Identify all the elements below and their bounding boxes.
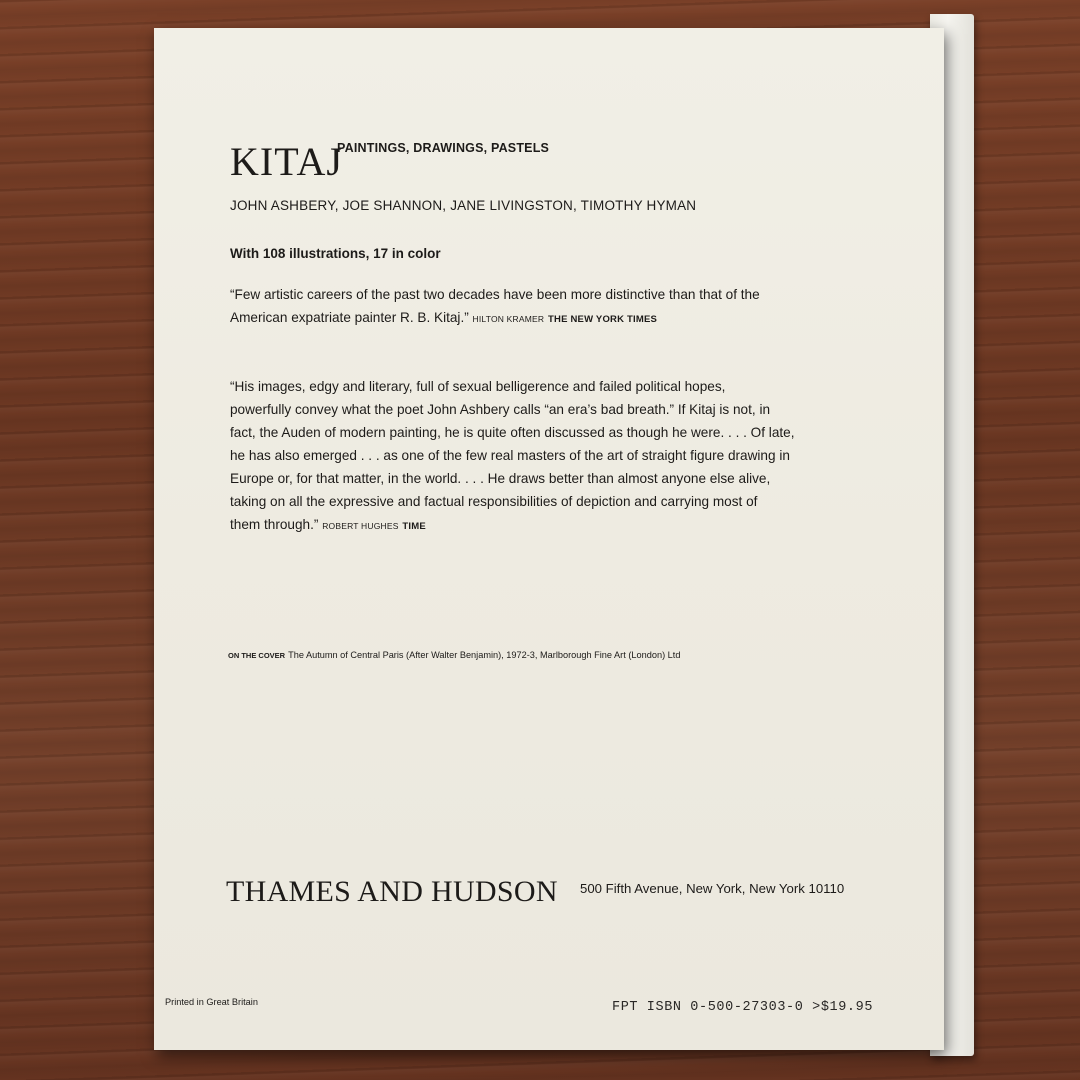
quote-line: fact, the Auden of modern painting, he is quite often discussed as though he were. . . . Of late, [230, 425, 795, 440]
quote-line: taking on all the expressive and factual responsibilities of depiction and carrying most of [230, 494, 758, 509]
on-the-cover-label: ON THE COVER [228, 651, 286, 660]
quote-line: “His images, edgy and literary, full of sexual belligerence and failed political hopes, [230, 379, 726, 394]
quote-attribution-publication: TIME [402, 521, 426, 532]
quote-line: powerfully convey what the poet John Ashbery calls “an era’s bad breath.” If Kitaj is not, in [230, 402, 771, 417]
quote-attribution-name: HILTON KRAMER [472, 314, 545, 324]
quote-line: Europe or, for that matter, in the world. . . . He draws better than almost anyone else alive, [230, 471, 771, 486]
quote-line [230, 513, 820, 538]
quote-line-text: them through.” [230, 517, 319, 532]
book-back-cover [154, 28, 944, 1050]
illustrations-note: With 108 illustrations, 17 in color [230, 246, 441, 261]
authors-line: JOHN ASHBERY, JOE SHANNON, JANE LIVINGSTON, TIMOTHY HYMAN [230, 198, 697, 213]
quote-line-text: American expatriate painter R. B. Kitaj.” [230, 310, 469, 325]
publisher-name: THAMES AND HUDSON [226, 875, 558, 908]
quote-attribution-name: ROBERT HUGHES [322, 521, 399, 531]
review-quote-kramer [230, 283, 820, 331]
quote-attribution-publication: THE NEW YORK TIMES [548, 314, 658, 325]
printed-in-note: Printed in Great Britain [165, 997, 258, 1007]
book-subtitle: PAINTINGS, DRAWINGS, PASTELS [337, 141, 550, 155]
quote-line: “Few artistic careers of the past two decades have been more distinctive than that of the [230, 287, 760, 302]
on-the-cover-text: The Autumn of Central Paris (After Walter Benjamin), 1972-3, Marlborough Fine Art (London) Ltd [288, 650, 681, 660]
review-quote-hughes [230, 375, 820, 538]
publisher-address: 500 Fifth Avenue, New York, New York 10110 [580, 881, 845, 896]
isbn-price-line: FPT ISBN 0-500-27303-0 >$19.95 [612, 1000, 874, 1015]
quote-line [230, 306, 820, 331]
quote-line: he has also emerged . . . as one of the few real masters of the art of straight figure drawing in [230, 448, 790, 463]
on-the-cover-note [228, 650, 680, 660]
book-title: KITAJ [230, 139, 343, 184]
